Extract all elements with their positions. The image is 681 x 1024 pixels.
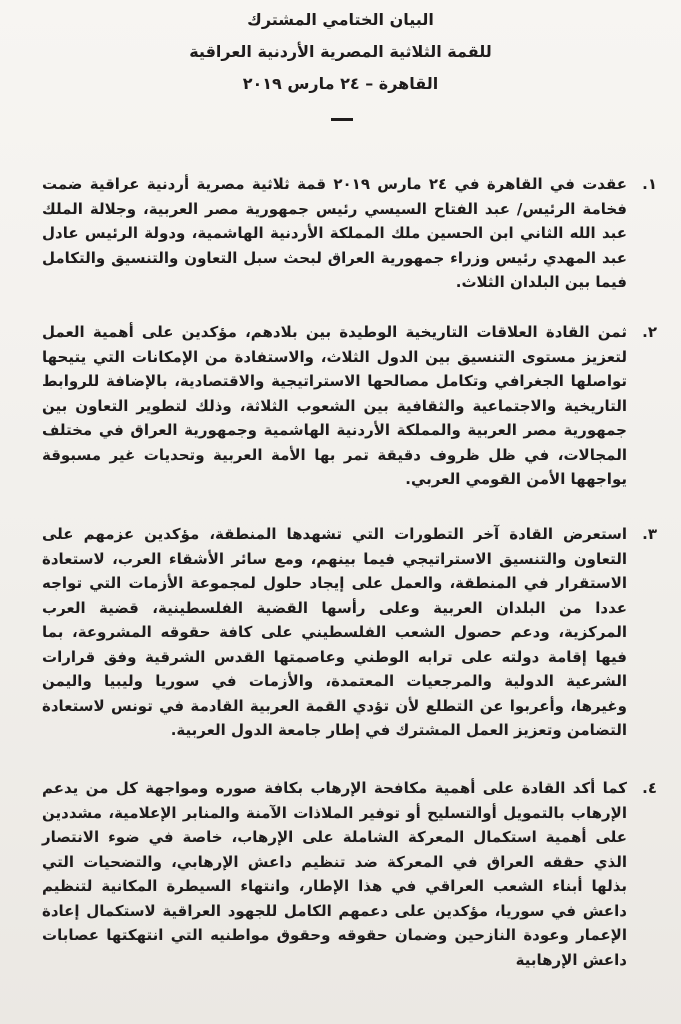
paragraph-4 <box>42 776 657 972</box>
paragraph-2-number: .٢ <box>642 323 657 341</box>
document-subtitle: للقمة الثلاثية المصرية الأردنية العراقية <box>189 42 492 61</box>
paragraph-2 <box>42 320 657 492</box>
paragraph-1 <box>42 172 657 295</box>
paragraph-4-text: كما أكد القادة على أهمية مكافحة الإرهاب بكافة صوره ومواجهة كل من يدعم الإرهاب بالتمويل أوالتسليح أو توفير الملاذات الآمنة والمنابر الإعلامية، مشددين على أهمية استكمال المعركة الشاملة على الإرهاب، خاصة في ضوء الانتصار الذي حققه العراق في المعركة ضد تنظيم داعش الإرهابي، والتضحيات التي بذلها أبناء الشعب العراقي في هذا الإطار، وانتهاء السيطرة المكانية لتنظيم داعش في سوريا، مؤكدين على دعمهم الكامل للجهود العراقية لاستكمال إعادة الإعمار وعودة النازحين وضمان حقوقه وحقوق مواطنيه التي انتهكتها عصابات داعش الإرهابية <box>42 779 627 969</box>
paragraph-4-number: .٤ <box>642 779 657 797</box>
paragraph-2-text: ثمن القادة العلاقات التاريخية الوطيدة بين بلادهم، مؤكدين على أهمية العمل لتعزيز مستوى التنسيق بين الدول الثلاث، والاستفادة من الإمكانات التي يتيحها تواصلها الجغرافي وتكامل مصالحها الاستراتيجية والاقتصادية، بالإضافة للروابط التاريخية والاجتماعية والثقافية بين الشعوب الثلاثة، وذلك لتطوير التعاون بين جمهورية مصر العربية والمملكة الأردنية الهاشمية وجمهورية العراق في مختلف المجالات، في ظل ظروف دقيقة تمر بها الأمة العربية وتحديات غير مسبوقة يواجهها الأمن القومي العربي. <box>42 323 627 488</box>
paragraph-3-number: .٣ <box>642 525 657 543</box>
document-title: البيان الختامي المشترك <box>247 10 434 29</box>
paragraph-1-number: .١ <box>642 175 657 193</box>
document-header <box>0 4 681 100</box>
document-place-date: القاهرة – ٢٤ مارس ٢٠١٩ <box>242 74 439 93</box>
paragraph-1-text: عقدت في القاهرة في ٢٤ مارس ٢٠١٩ قمة ثلاثية مصرية أردنية عراقية ضمت فخامة الرئيس/ عبد الفتاح السيسي رئيس جمهورية مصر العربية، وجلالة الملك عبد الله الثاني ابن الحسين ملك المملكة الأردنية الهاشمية، ودولة الرئيس عادل عبد المهدي رئيس وزراء جمهورية العراق لبحث سبل التعاون والتنسيق والتكامل فيما بين البلدان الثلاث. <box>42 175 628 291</box>
paragraph-3 <box>42 522 657 743</box>
paragraph-3-text: استعرض القادة آخر التطورات التي تشهدها المنطقة، مؤكدين عزمهم على التعاون والتنسيق الاستراتيجي فيما بينهم، ومع سائر الأشقاء العرب، لاستعادة الاستقرار في المنطقة، والعمل على إيجاد حلول لمجموعة الأزمات التي تواجه عددا من البلدان العربية وعلى رأسها القضية الفلسطينية، قضية العرب المركزية، ودعم حصول الشعب الفلسطيني على كافة حقوقه المشروعة، بما فيها إقامة دولته على ترابه الوطني وعاصمتها القدس الشرقية وفق قرارات الشرعية الدولية والمرجعيات المعتمدة، والأزمات في سوريا وليبيا واليمن وغيرها، وأعربوا عن التطلع لأن تؤدي القمة العربية القادمة في تونس لاستعادة التضامن وتعزيز العمل المشترك في إطار جامعة الدول العربية. <box>42 525 627 739</box>
header-divider <box>331 118 353 121</box>
